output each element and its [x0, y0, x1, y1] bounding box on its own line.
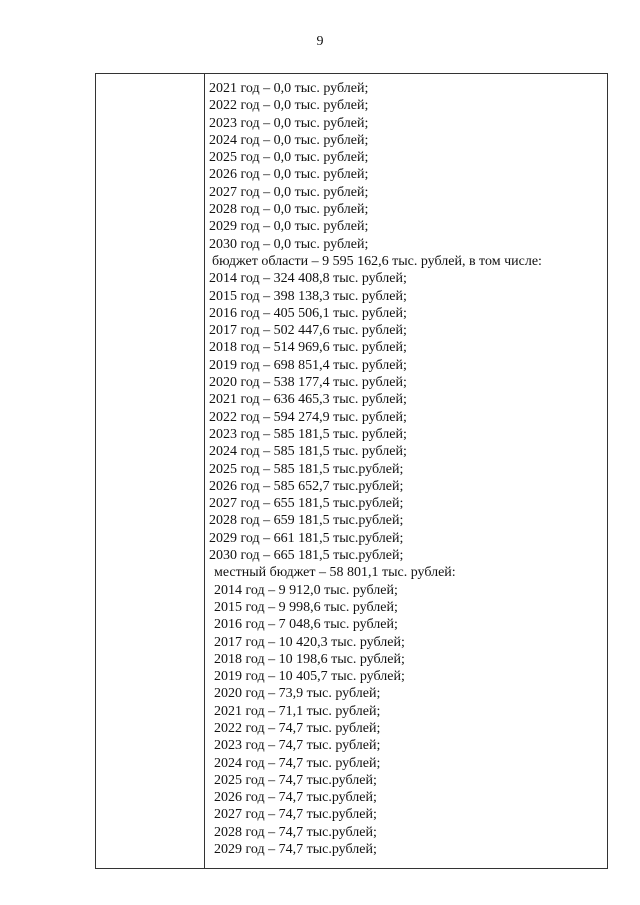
column-divider [204, 74, 205, 868]
budget-line: 2022 год – 0,0 тыс. рублей; [209, 98, 369, 114]
budget-line: 2027 год – 0,0 тыс. рублей; [209, 184, 369, 200]
budget-line: 2016 год – 405 506,1 тыс. рублей; [209, 305, 407, 321]
budget-line: 2014 год – 9 912,0 тыс. рублей; [214, 582, 398, 598]
budget-line: 2026 год – 585 652,7 тыс.рублей; [209, 478, 404, 494]
budget-line: 2022 год – 74,7 тыс. рублей; [214, 720, 381, 736]
local-budget-heading: местный бюджет – 58 801,1 тыс. рублей: [214, 565, 456, 581]
budget-line: 2029 год – 74,7 тыс.рублей; [214, 842, 377, 858]
budget-line: 2025 год – 74,7 тыс.рублей; [214, 772, 377, 788]
budget-line: 2029 год – 661 181,5 тыс.рублей; [209, 530, 404, 546]
budget-line: 2014 год – 324 408,8 тыс. рублей; [209, 271, 407, 287]
budget-line: 2021 год – 636 465,3 тыс. рублей; [209, 392, 407, 408]
budget-line: 2028 год – 659 181,5 тыс.рублей; [209, 513, 404, 529]
budget-line: 2030 год – 0,0 тыс. рублей; [209, 236, 369, 252]
budget-line: 2026 год – 74,7 тыс.рублей; [214, 790, 377, 806]
budget-line: 2022 год – 594 274,9 тыс. рублей; [209, 409, 407, 425]
budget-line: 2015 год – 9 998,6 тыс. рублей; [214, 599, 398, 615]
budget-line: 2015 год – 398 138,3 тыс. рублей; [209, 288, 407, 304]
budget-line: 2027 год – 74,7 тыс.рублей; [214, 807, 377, 823]
budget-line: 2027 год – 655 181,5 тыс.рублей; [209, 496, 404, 512]
funding-text-cell [209, 80, 604, 858]
budget-line: 2020 год – 538 177,4 тыс. рублей; [209, 375, 407, 391]
funding-table [95, 73, 608, 869]
budget-line: 2019 год – 698 851,4 тыс. рублей; [209, 357, 407, 373]
budget-line: 2021 год – 71,1 тыс. рублей; [214, 703, 381, 719]
budget-line: 2017 год – 502 447,6 тыс. рублей; [209, 323, 407, 339]
budget-line: 2029 год – 0,0 тыс. рублей; [209, 219, 369, 235]
budget-line: 2021 год – 0,0 тыс. рублей; [209, 81, 369, 96]
budget-line: 2018 год – 10 198,6 тыс. рублей; [214, 651, 405, 667]
budget-line: 2020 год – 73,9 тыс. рублей; [214, 686, 381, 702]
budget-line: 2028 год – 0,0 тыс. рублей; [209, 202, 369, 218]
page-number: 9 [316, 34, 324, 49]
local-budget-list [209, 582, 604, 859]
budget-line: 2025 год – 0,0 тыс. рублей; [209, 150, 369, 166]
budget-line: 2024 год – 585 181,5 тыс. рублей; [209, 444, 407, 460]
budget-line: 2019 год – 10 405,7 тыс. рублей; [214, 669, 405, 685]
budget-line: 2024 год – 0,0 тыс. рублей; [209, 132, 369, 148]
budget-line: 2023 год – 585 181,5 тыс. рублей; [209, 426, 407, 442]
budget-line: 2023 год – 74,7 тыс. рублей; [214, 738, 381, 754]
budget-line: 2018 год – 514 969,6 тыс. рублей; [209, 340, 407, 356]
budget-line: 2017 год – 10 420,3 тыс. рублей; [214, 634, 405, 650]
budget-line: 2028 год – 74,7 тыс.рублей; [214, 824, 377, 840]
regional-budget-list [209, 270, 604, 564]
regional-budget-heading: бюджет области – 9 595 162,6 тыс. рублей, в том числе: [212, 253, 542, 269]
budget-line: 2025 год – 585 181,5 тыс.рублей; [209, 461, 404, 477]
budget-line: 2016 год – 7 048,6 тыс. рублей; [214, 617, 398, 633]
budget-line: 2024 год – 74,7 тыс. рублей; [214, 755, 381, 771]
budget-line: 2030 год – 665 181,5 тыс.рублей; [209, 548, 404, 564]
budget-line: 2023 год – 0,0 тыс. рублей; [209, 115, 369, 131]
federal-budget-list [209, 80, 604, 253]
budget-line: 2026 год – 0,0 тыс. рублей; [209, 167, 369, 183]
